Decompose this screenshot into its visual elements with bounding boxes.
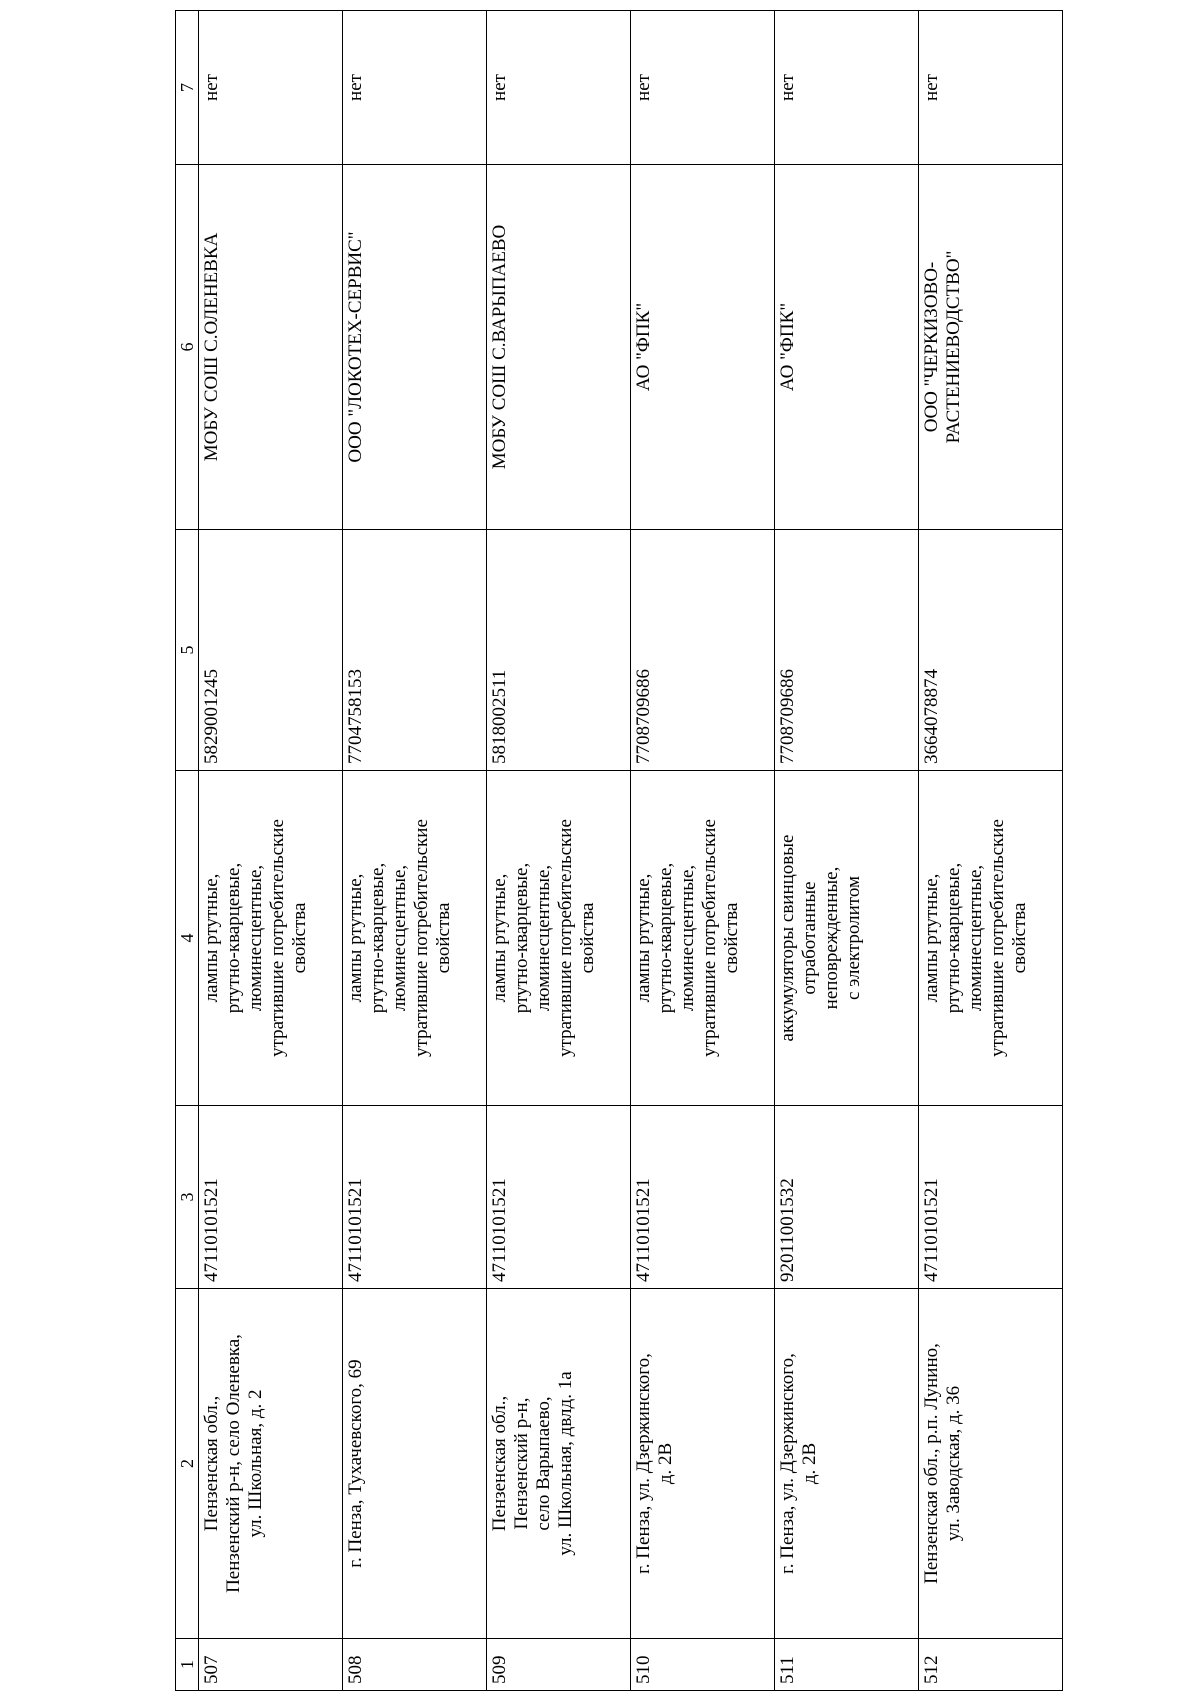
waste-name-cell bbox=[199, 771, 343, 1106]
waste-name-line: ртутно-кварцевые, bbox=[511, 862, 532, 1014]
waste-name-line: утратившие потребительские bbox=[987, 819, 1008, 1057]
waste-name-line: лампы ртутные, bbox=[633, 873, 654, 1003]
table-row bbox=[487, 11, 631, 1691]
inn-value: 3664078874 bbox=[921, 669, 942, 764]
inn-value: 7708709686 bbox=[633, 669, 654, 764]
organization-line: МОБУ СОШ С.ОЛЕНЕВКА bbox=[201, 232, 222, 462]
waste-code-cell bbox=[919, 1106, 1063, 1289]
inn-cell bbox=[199, 530, 343, 771]
organization-line: РАСТЕНИЕВОДСТВО" bbox=[943, 250, 964, 444]
organization-cell bbox=[343, 165, 487, 530]
waste-registry-table bbox=[175, 10, 1063, 1691]
waste-name-line: утратившие потребительские bbox=[699, 819, 720, 1057]
address-cell bbox=[199, 1289, 343, 1639]
row-number: 511 bbox=[777, 1656, 798, 1684]
address-line: д. 2В bbox=[655, 1442, 676, 1485]
flag-value: нет bbox=[921, 74, 942, 101]
waste-name-line: лампы ртутные, bbox=[489, 873, 510, 1003]
waste-name-line: люминесцентные, bbox=[533, 864, 554, 1012]
address-line: Пензенская обл., bbox=[201, 1395, 222, 1532]
flag-value: нет bbox=[777, 74, 798, 101]
column-number: 2 bbox=[176, 1289, 199, 1639]
address-line: г. Пенза, Тухачевского, 69 bbox=[345, 1359, 366, 1568]
inn-value: 5829001245 bbox=[201, 669, 222, 764]
address-cell bbox=[343, 1289, 487, 1639]
inn-cell bbox=[775, 530, 919, 771]
waste-code: 47110101521 bbox=[345, 1178, 366, 1282]
address-line: д. 2В bbox=[799, 1442, 820, 1485]
waste-name-line: ртутно-кварцевые, bbox=[367, 862, 388, 1014]
column-number: 7 bbox=[176, 11, 199, 165]
row-number: 510 bbox=[633, 1655, 654, 1684]
column-number: 1 bbox=[176, 1639, 199, 1691]
waste-name-line: с электролитом bbox=[843, 875, 864, 1001]
column-number: 3 bbox=[176, 1106, 199, 1289]
table-row bbox=[343, 11, 487, 1691]
waste-name-line: люминесцентные, bbox=[245, 864, 266, 1012]
flag-value: нет bbox=[633, 74, 654, 101]
address-line: ул. Школьная, д. 2 bbox=[245, 1389, 266, 1538]
address-line: г. Пенза, ул. Дзержинского, bbox=[777, 1353, 798, 1574]
waste-name-line: аккумуляторы свинцовые bbox=[777, 834, 798, 1042]
waste-name-line: ртутно-кварцевые, bbox=[223, 862, 244, 1014]
waste-name-line: лампы ртутные, bbox=[921, 873, 942, 1003]
organization-cell bbox=[631, 165, 775, 530]
table-row bbox=[631, 11, 775, 1691]
flag-cell bbox=[199, 11, 343, 165]
waste-name-line: утратившие потребительские bbox=[555, 819, 576, 1057]
waste-name-line: неповрежденные, bbox=[821, 866, 842, 1010]
waste-name-line: свойства bbox=[433, 902, 454, 974]
row-number: 508 bbox=[345, 1655, 366, 1684]
flag-cell bbox=[343, 11, 487, 165]
waste-code-cell bbox=[631, 1106, 775, 1289]
waste-name-cell bbox=[343, 771, 487, 1106]
inn-cell bbox=[919, 530, 1063, 771]
organization-line: МОБУ СОШ С.ВАРЫПАЕВО bbox=[489, 224, 510, 470]
table-row bbox=[199, 11, 343, 1691]
address-line: ул. Школьная, двлд. 1а bbox=[555, 1371, 576, 1556]
address-line: Пензенский р-н, село Оленевка, bbox=[223, 1334, 244, 1593]
waste-name-line: люминесцентные, bbox=[389, 864, 410, 1012]
column-number: 4 bbox=[176, 771, 199, 1106]
waste-code-cell bbox=[343, 1106, 487, 1289]
row-number: 507 bbox=[201, 1655, 222, 1684]
waste-name-cell bbox=[775, 771, 919, 1106]
waste-name-line: люминесцентные, bbox=[677, 864, 698, 1012]
inn-value: 7708709686 bbox=[777, 669, 798, 764]
waste-name-line: свойства bbox=[721, 902, 742, 974]
organization-line: АО "ФПК" bbox=[777, 302, 798, 392]
address-cell bbox=[487, 1289, 631, 1639]
waste-name-line: свойства bbox=[1009, 902, 1030, 974]
organization-line: ООО "ЧЕРКИЗОВО- bbox=[921, 261, 942, 433]
rotated-table-wrapper bbox=[175, 11, 1030, 1691]
waste-code-cell bbox=[775, 1106, 919, 1289]
flag-cell bbox=[487, 11, 631, 165]
address-line: село Варыпаево, bbox=[533, 1396, 554, 1531]
waste-name-line: свойства bbox=[289, 902, 310, 974]
waste-code: 92011001532 bbox=[777, 1178, 798, 1282]
waste-name-line: ртутно-кварцевые, bbox=[943, 862, 964, 1014]
address-line: ул. Заводская, д. 36 bbox=[943, 1385, 964, 1542]
waste-code: 47110101521 bbox=[489, 1178, 510, 1282]
row-number-cell bbox=[919, 1639, 1063, 1691]
inn-cell bbox=[631, 530, 775, 771]
table-row bbox=[919, 11, 1063, 1691]
waste-name-line: отработанные bbox=[799, 881, 820, 995]
column-number: 5 bbox=[176, 530, 199, 771]
organization-cell bbox=[919, 165, 1063, 530]
table-row bbox=[775, 11, 919, 1691]
organization-cell bbox=[199, 165, 343, 530]
flag-value: нет bbox=[201, 74, 222, 101]
row-number-cell bbox=[487, 1639, 631, 1691]
waste-name-cell bbox=[487, 771, 631, 1106]
waste-name-line: люминесцентные, bbox=[965, 864, 986, 1012]
flag-value: нет bbox=[345, 74, 366, 101]
inn-value: 7704758153 bbox=[345, 669, 366, 764]
waste-name-line: свойства bbox=[577, 902, 598, 974]
address-cell bbox=[919, 1289, 1063, 1639]
inn-value: 5818002511 bbox=[489, 669, 510, 764]
waste-code-cell bbox=[199, 1106, 343, 1289]
row-number-cell bbox=[343, 1639, 487, 1691]
waste-code: 47110101521 bbox=[921, 1178, 942, 1282]
waste-name-line: лампы ртутные, bbox=[345, 873, 366, 1003]
column-number: 6 bbox=[176, 165, 199, 530]
waste-name-line: лампы ртутные, bbox=[201, 873, 222, 1003]
organization-line: ООО "ЛОКОТЕХ-СЕРВИС" bbox=[345, 231, 366, 463]
organization-line: АО "ФПК" bbox=[633, 302, 654, 392]
row-number: 512 bbox=[921, 1655, 942, 1684]
row-number-cell bbox=[199, 1639, 343, 1691]
inn-cell bbox=[487, 530, 631, 771]
row-number-cell bbox=[631, 1639, 775, 1691]
flag-cell bbox=[775, 11, 919, 165]
waste-name-line: утратившие потребительские bbox=[411, 819, 432, 1057]
flag-value: нет bbox=[489, 74, 510, 101]
address-cell bbox=[775, 1289, 919, 1639]
address-cell bbox=[631, 1289, 775, 1639]
row-number-cell bbox=[775, 1639, 919, 1691]
column-number-row bbox=[176, 11, 199, 1691]
inn-cell bbox=[343, 530, 487, 771]
flag-cell bbox=[631, 11, 775, 165]
address-line: Пензенский р-н, bbox=[511, 1397, 532, 1530]
waste-code-cell bbox=[487, 1106, 631, 1289]
waste-name-cell bbox=[631, 771, 775, 1106]
row-number: 509 bbox=[489, 1655, 510, 1684]
flag-cell bbox=[919, 11, 1063, 165]
waste-name-line: ртутно-кварцевые, bbox=[655, 862, 676, 1014]
organization-cell bbox=[775, 165, 919, 530]
waste-name-line: утратившие потребительские bbox=[267, 819, 288, 1057]
address-line: Пензенская обл., р.п. Лунино, bbox=[921, 1343, 942, 1584]
waste-name-cell bbox=[919, 771, 1063, 1106]
address-line: г. Пенза, ул. Дзержинского, bbox=[633, 1353, 654, 1574]
waste-code: 47110101521 bbox=[633, 1178, 654, 1282]
organization-cell bbox=[487, 165, 631, 530]
waste-code: 47110101521 bbox=[201, 1178, 222, 1282]
address-line: Пензенская обл., bbox=[489, 1395, 510, 1532]
